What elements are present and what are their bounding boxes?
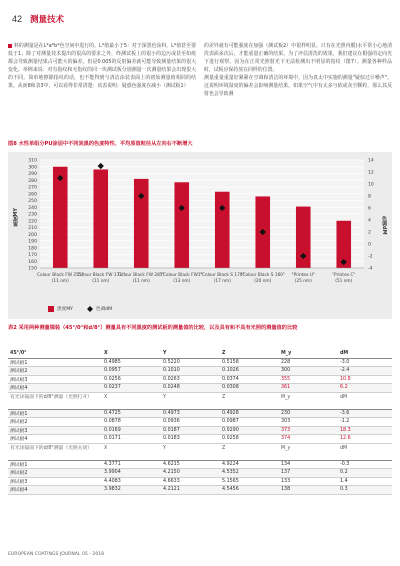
- chart-legend: [48, 306, 112, 312]
- table-cell: 3.9904: [104, 470, 121, 476]
- table-cell: X: [104, 351, 108, 357]
- table-row: [8, 486, 392, 495]
- bar: [93, 169, 108, 268]
- y-tick-left: 300: [28, 165, 37, 171]
- table-cell: 测试板3: [10, 377, 28, 383]
- y-tick-right: -4: [368, 266, 373, 272]
- table-row: [8, 410, 392, 419]
- table-cell: 0.4928: [222, 410, 239, 416]
- table-cell: 测试板1: [10, 411, 28, 417]
- y-tick-left: 190: [28, 239, 37, 245]
- table-cell: 134: [281, 461, 291, 467]
- x-tick-label: "Colour Black S 170": [199, 273, 245, 278]
- table-cell: 5.1565: [222, 478, 239, 484]
- table-cell: 测试板3: [10, 479, 28, 485]
- table-cell: X: [104, 445, 108, 451]
- x-tick-label: Colour Black FW 171": [77, 273, 125, 278]
- table-cell: 228: [281, 359, 291, 365]
- table-cell: 138: [281, 487, 291, 493]
- table-cell: 4.4083: [104, 478, 121, 484]
- table-cell: 133: [281, 478, 291, 484]
- y-tick-left: 240: [28, 205, 37, 211]
- table-cell: Z: [222, 351, 226, 357]
- table-cell: 0.0308: [222, 385, 239, 391]
- legend-marker-swatch: [87, 306, 93, 312]
- table-cell: 测试板3: [10, 428, 28, 434]
- y-tick-left: 170: [28, 253, 37, 259]
- table-cell: 0.0187: [163, 427, 180, 433]
- table-cell: 4.2121: [163, 487, 180, 493]
- table-row: [8, 367, 392, 376]
- table-cell: 230: [281, 410, 291, 416]
- table-cell: dM: [340, 394, 348, 400]
- table-cell: 0.0256: [104, 376, 121, 382]
- y-tick-right: 10: [368, 182, 374, 188]
- bar: [174, 182, 189, 268]
- x-tick-label: "Colour Black S 160": [240, 273, 286, 278]
- table-cell: 6.2: [340, 385, 348, 391]
- y-tick-left: 220: [28, 219, 37, 225]
- table-row: [8, 478, 392, 487]
- table-row: [8, 435, 392, 444]
- table-cell: 373: [281, 427, 291, 433]
- y-tick-left: 200: [28, 232, 37, 238]
- table-cell: 4.5456: [222, 487, 239, 493]
- y-tick-right: 8: [368, 194, 371, 200]
- table-cell: 0.0374: [222, 376, 239, 382]
- table-row: [8, 359, 392, 368]
- x-tick-label-size: (11 nm): [132, 279, 150, 284]
- table-cell: -2.4: [340, 368, 350, 374]
- table-cell: dM: [340, 445, 348, 451]
- table-cell: 3.9832: [104, 487, 121, 493]
- table-cell: 测试板4: [10, 386, 28, 392]
- y-tick-right: 4: [368, 218, 371, 224]
- y-tick-right: 12: [368, 170, 374, 176]
- y-tick-left: 310: [28, 158, 37, 164]
- page-footer: EUROPEAN COATINGS JOURNAL 05 - 2018: [8, 552, 105, 557]
- table-row: [8, 427, 392, 436]
- table-cell: 0.0290: [222, 427, 239, 433]
- x-tick-label: Colour Black FW 285": [117, 273, 165, 278]
- table-cell: 0.0258: [222, 436, 239, 442]
- table-cell: 4.2150: [163, 470, 180, 476]
- table-cell: 0.0878: [104, 419, 121, 425]
- y-tick-right: -2: [368, 254, 373, 260]
- table-cell: 0.0263: [163, 376, 180, 382]
- table-cell: -1.2: [340, 419, 350, 425]
- y-tick-left: 270: [28, 185, 37, 191]
- y-tick-left: 210: [28, 226, 37, 232]
- x-tick-label: "Colour Black FW1": [160, 273, 203, 278]
- paragraph-marker-icon: [8, 44, 12, 48]
- bar: [134, 179, 149, 268]
- table-cell: -3.0: [340, 359, 350, 365]
- table-cell: 0.1026: [222, 368, 239, 374]
- chart-svg: [8, 152, 392, 319]
- table-group-label: 有光泽镜面下的d/8°测量（光照打开）: [10, 394, 93, 400]
- table-cell: 137: [281, 470, 291, 476]
- y-axis-left-label: 黑度MY: [13, 208, 19, 227]
- table-cell: 4.9224: [222, 461, 239, 467]
- y-tick-right: 0: [368, 242, 371, 248]
- table-cell: dM: [340, 351, 349, 357]
- table-cell: 4.6215: [163, 461, 180, 467]
- page-number: 42: [12, 14, 23, 24]
- table-cell: 0.5220: [163, 359, 180, 365]
- article-column-right: [204, 42, 392, 128]
- x-tick-label: "Printex C": [332, 273, 356, 278]
- table-cell: 测试板1: [10, 462, 28, 468]
- table-cell: 0.1010: [163, 368, 180, 374]
- table-cell: 0.3: [340, 487, 348, 493]
- x-tick-label-size: (20 nm): [254, 279, 272, 284]
- y-tick-left: 260: [28, 192, 37, 198]
- article-text-left: 料的测量是在L*a*b*色空间中进行的。L*值最小于5：对于深黑色涂料，L*值甚至要低于1；除了对测量技术提出的很高的要求之外，终测试板上的很小的边污或甚至如痕都会导致测量结果占可能大的偏差。但是0.005的反射偏差就可能导致测量结果的很大变化。举例来说：对有指纹和无指纹的同一块测试板分别测量一次测量结果会出现很大的不同。简单地擦除指纹的话，也不能得到与清洁涂装表面上的初始测量值相同的结果。从而8和表3中，可以看得非常清楚：该表说明：疑惑色强度在减小（测试板1）: [8, 43, 196, 89]
- table-cell: 0.4725: [104, 410, 121, 416]
- table-cell: -3.6: [340, 410, 350, 416]
- table-cell: 0.0957: [104, 368, 121, 374]
- table-cell: Z: [222, 394, 226, 400]
- table-header-row: [8, 350, 392, 359]
- article-body: [8, 42, 392, 128]
- table-cell: M_y: [281, 351, 292, 357]
- table-cell: -0.3: [340, 461, 350, 467]
- table-cell: 0.0936: [163, 419, 180, 425]
- y-tick-right: 6: [368, 206, 371, 212]
- article-column-left: [8, 42, 196, 128]
- y-tick-left: 150: [28, 266, 37, 272]
- legend-bar-swatch: [48, 306, 54, 312]
- table-row: [8, 376, 392, 385]
- table-cell: Y: [163, 445, 166, 451]
- measurement-table: [8, 350, 392, 495]
- y-tick-left: 280: [28, 178, 37, 184]
- table-cell: 0.0183: [163, 436, 180, 442]
- page-header: [12, 12, 64, 26]
- legend-bar-label: 黑度MY: [57, 307, 73, 312]
- table-cell: 10.8: [340, 376, 351, 382]
- table-cell: 303: [281, 419, 291, 425]
- table-title: 表2 采用两种测量镜装（45°/0°和d/8°）测量具有不同黑度的测试板的测量值的比较，以及具有和不具有光照的测量值的比较: [8, 325, 298, 331]
- legend-item-bars: [48, 306, 73, 312]
- chart: [8, 152, 392, 319]
- table-cell: 0.0237: [104, 385, 121, 391]
- table-cell: 4.6633: [163, 478, 180, 484]
- table-cell: 361: [281, 385, 291, 391]
- table-cell: 0.0171: [104, 436, 121, 442]
- x-tick-label-size: (51 nm): [335, 279, 353, 284]
- y-tick-left: 160: [28, 259, 37, 265]
- table-cell: 300: [281, 368, 291, 374]
- table-cell: Y: [163, 394, 166, 400]
- table-cell: 0.0169: [104, 427, 121, 433]
- table-group-header: [8, 393, 392, 410]
- x-tick-label: Colour Black FW 255": [36, 273, 84, 278]
- table-cell: 4.5352: [222, 470, 239, 476]
- table-cell: 0.4985: [104, 359, 121, 365]
- table-cell: Z: [222, 445, 226, 451]
- table-cell: 测试板2: [10, 420, 28, 426]
- x-tick-label-size: (17 nm): [213, 279, 231, 284]
- table-cell: 0.0248: [163, 385, 180, 391]
- table-cell: 355: [281, 376, 291, 382]
- y-tick-left: 230: [28, 212, 37, 218]
- article-text-right: 的差异就有可能强度在加强（测试板2）中很样明显。只有在光照内膜(水平常小心地清洗表面多次后，才能重量正确的结果。为了评估清洗的效果，我们建议在根强的定向光下进行观察。因为在正常光照射光下无法检测出不明显的指纹（图7）。测量各种样品时，试板应保持放在同样的位置。 测量重量重量好紧紧在空调和清洁的环境中，因为真太中实施的测量"疑似过计噪声"。这说明环境温度的偏差会影响测量结果。如果空气中有太多与依或灰尘颗粒，那么其反射也会导致测: [204, 43, 392, 97]
- table-cell: M_y: [281, 394, 291, 400]
- y-tick-left: 290: [28, 172, 37, 178]
- table-cell: 45°/0°: [10, 351, 27, 357]
- table-cell: 12.6: [340, 436, 351, 442]
- table-cell: 测试板2: [10, 471, 28, 477]
- section-title: 测量技术: [30, 15, 65, 25]
- table-group-label: 有光泽镜面下的d/8°测量（光照关闭）: [10, 445, 93, 451]
- table-cell: 374: [281, 436, 291, 442]
- table-cell: 测试板4: [10, 488, 28, 494]
- table-cell: 1.4: [340, 478, 348, 484]
- table-cell: 0.2: [340, 470, 348, 476]
- figure-title: 图8 水性单组分PU涂层中不同炭黑的色度特性、平均原值粒径从左向右不断增大: [8, 141, 193, 147]
- table-row: [8, 469, 392, 478]
- table-row: [8, 418, 392, 427]
- y-axis-right-label: 色调dM: [381, 216, 387, 235]
- y-tick-right: 2: [368, 230, 371, 236]
- y-tick-left: 250: [28, 199, 37, 205]
- table-cell: 测试板1: [10, 360, 28, 366]
- legend-marker-label: 色调dM: [95, 307, 113, 312]
- table-cell: 0.5158: [222, 359, 239, 365]
- y-tick-right: 14: [368, 158, 374, 164]
- table-row: [8, 461, 392, 470]
- table-cell: M_y: [281, 445, 291, 451]
- x-tick-label-size: (13 nm): [173, 279, 191, 284]
- table-cell: 18.3: [340, 427, 351, 433]
- legend-item-markers: [87, 306, 112, 312]
- table-cell: X: [104, 394, 108, 400]
- table-group-header: [8, 444, 392, 461]
- x-tick-label: "Printex U": [291, 273, 315, 278]
- table-cell: 0.4973: [163, 410, 180, 416]
- bar: [215, 192, 230, 268]
- table-cell: 4.3771: [104, 461, 121, 467]
- table-cell: 测试板2: [10, 369, 28, 375]
- x-tick-label-size: (25 nm): [294, 279, 312, 284]
- table-row: [8, 384, 392, 393]
- y-tick-left: 180: [28, 246, 37, 252]
- bar: [53, 167, 68, 268]
- x-tick-label-size: (11 nm): [92, 279, 110, 284]
- table-cell: Y: [163, 351, 167, 357]
- table-cell: 测试板4: [10, 437, 28, 443]
- table-cell: 0.0987: [222, 419, 239, 425]
- x-tick-label-size: (11 nm): [51, 279, 69, 284]
